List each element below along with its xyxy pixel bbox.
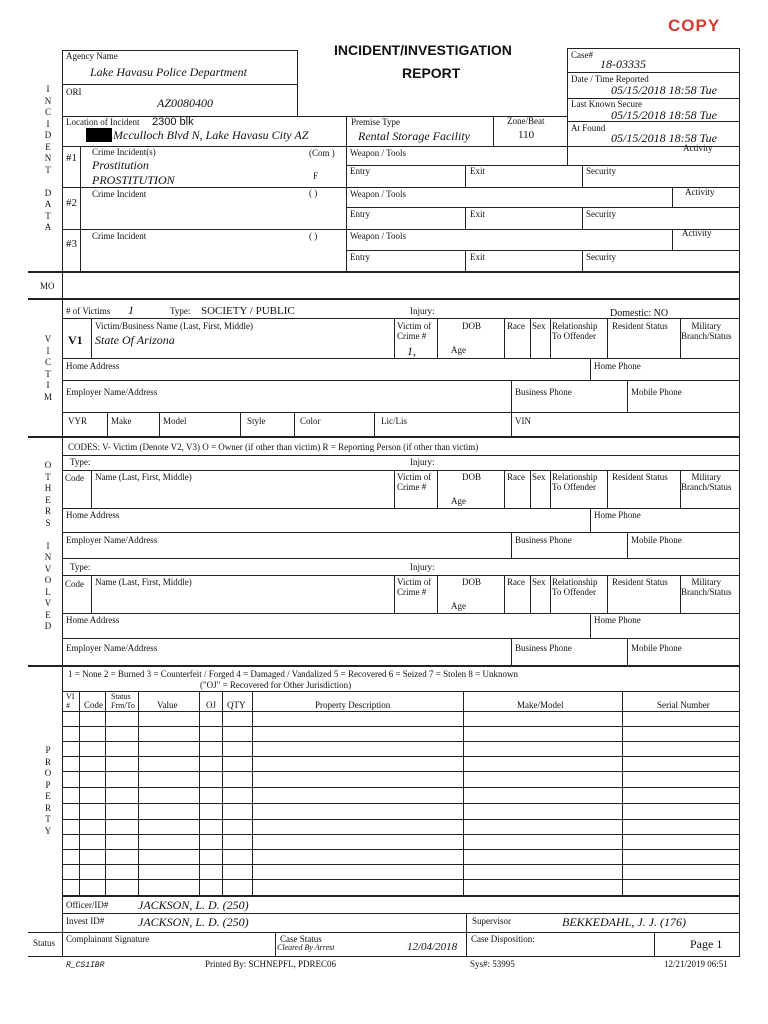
crime-2-label: Crime Incident xyxy=(92,189,147,199)
victim-name: State Of Arizona xyxy=(95,333,175,347)
printed-by: Printed By: SCHNEPFL, PDREC06 xyxy=(205,959,337,969)
crime-2-com: ( ) xyxy=(309,188,318,198)
location-block: 2300 blk xyxy=(152,116,194,128)
crime-2-weapon-label: Weapon / Tools xyxy=(350,189,406,199)
victim-type-label: Type: xyxy=(170,306,191,316)
other-2-dob-label: DOB xyxy=(462,577,482,587)
crime-2-exit-label: Exit xyxy=(470,209,485,219)
vehicle-year-label: VYR xyxy=(68,416,88,426)
other-2-code-label: Code xyxy=(65,579,84,589)
other-1-name-label: Name (Last, First, Middle) xyxy=(95,472,192,482)
other-2-business-phone-label: Business Phone xyxy=(515,643,572,653)
other-1-military-label: Military Branch/Status xyxy=(681,472,732,492)
other-1-type-label: Type: xyxy=(70,457,91,467)
crime-3-exit-label: Exit xyxy=(470,252,485,262)
property-col-description: Property Description xyxy=(315,700,391,710)
crime-3-number: #3 xyxy=(66,238,77,250)
officer-name: JACKSON, L. D. (250) xyxy=(138,898,249,912)
other-2-military-label: Military Branch/Status xyxy=(681,577,732,597)
zone-label: Zone/Beat xyxy=(507,116,545,126)
crime-1-description: Prostitution xyxy=(92,158,149,172)
other-2-victim-of-label: Victim of Crime # xyxy=(397,577,432,597)
others-involved-side-label: O T H E R S I N V O L V E D xyxy=(44,460,52,631)
victim-employer-label: Employer Name/Address xyxy=(66,387,158,397)
agency-label: Agency Name xyxy=(66,51,118,61)
other-1-dob-label: DOB xyxy=(462,472,482,482)
crime-2-number: #2 xyxy=(66,197,77,209)
domestic-status: Domestic: NO xyxy=(610,308,669,319)
invest-label: Invest ID# xyxy=(66,916,105,926)
other-2-employer-label: Employer Name/Address xyxy=(66,643,158,653)
vehicle-color-label: Color xyxy=(300,416,321,426)
property-col-vi: VI # xyxy=(66,692,75,710)
crime-1-weapon-label: Weapon / Tools xyxy=(350,148,406,158)
crime-3-label: Crime Incident xyxy=(92,231,147,241)
report-title: INCIDENT/INVESTIGATION xyxy=(334,42,512,58)
other-1-home-phone-label: Home Phone xyxy=(594,510,641,520)
victim-of-crime-label: Victim of Crime # xyxy=(397,321,432,341)
victim-home-address-label: Home Address xyxy=(66,361,120,371)
case-number: 18-03335 xyxy=(600,57,646,71)
victim-count-label: # of Victims xyxy=(66,306,111,316)
location-address: Mcculloch Blvd N, Lake Havasu City AZ xyxy=(113,128,309,142)
other-2-sex-label: Sex xyxy=(532,577,546,587)
crime-1-com: (Com ) xyxy=(309,148,335,158)
victim-military-label: Military Branch/Status xyxy=(681,321,732,341)
victim-injury-label: Injury: xyxy=(410,306,435,316)
found-datetime: 05/15/2018 18:58 Tue xyxy=(611,131,718,145)
crime-3-security-label: Security xyxy=(586,252,616,262)
crime-3-activity-label: Activity xyxy=(682,228,712,238)
reported-label: Date / Time Reported xyxy=(571,74,649,84)
other-2-relationship-label: Relationship To Offender xyxy=(552,577,598,597)
victim-relationship-label: Relationship To Offender xyxy=(552,321,598,341)
crime-1-entry-label: Entry xyxy=(350,166,370,176)
crime-2-entry-label: Entry xyxy=(350,209,370,219)
property-col-serial: Serial Number xyxy=(657,700,710,710)
vehicle-vin-label: VIN xyxy=(515,416,531,426)
copy-stamp: COPY xyxy=(668,16,721,35)
case-label: Case# xyxy=(571,50,593,60)
victim-resident-label: Resident Status xyxy=(612,321,668,331)
secure-label: Last Known Secure xyxy=(571,99,642,109)
crime-2-activity-label: Activity xyxy=(685,187,715,197)
case-disposition-label: Case Disposition: xyxy=(471,934,535,944)
incident-data-side-label: I N C I D E N T D A T A xyxy=(44,84,52,232)
vehicle-make-label: Make xyxy=(111,416,132,426)
other-1-sex-label: Sex xyxy=(532,472,546,482)
property-col-qty: QTY xyxy=(227,700,246,710)
victim-mobile-phone-label: Mobile Phone xyxy=(631,387,682,397)
premise-label: Premise Type xyxy=(351,117,400,127)
property-col-oj: OJ xyxy=(206,700,217,710)
victim-race-label: Race xyxy=(507,321,525,331)
crime-1-security-label: Security xyxy=(586,166,616,176)
officer-label: Officer/ID# xyxy=(66,900,109,910)
agency-name: Lake Havasu Police Department xyxy=(90,65,247,79)
other-1-business-phone-label: Business Phone xyxy=(515,535,572,545)
crime-3-com: ( ) xyxy=(309,231,318,241)
others-codes-legend: CODES: V- Victim (Denote V2, V3) O = Owner (if other than victim) R = Reporting Person (if other than victim) xyxy=(68,442,479,452)
ori-value: AZ0080400 xyxy=(157,96,214,110)
victim-side-label: V I C T I M xyxy=(43,334,52,402)
crime-1-activity-label: Activity xyxy=(683,143,713,153)
victim-crime-number: 1, xyxy=(407,344,416,358)
form-id: R_CS1IBR xyxy=(66,961,105,970)
victim-number: V1 xyxy=(68,333,83,347)
other-2-race-label: Race xyxy=(507,577,525,587)
case-status-date: 12/04/2018 xyxy=(407,941,458,953)
mo-label: MO xyxy=(40,281,55,291)
crime-2-security-label: Security xyxy=(586,209,616,219)
other-1-injury-label: Injury: xyxy=(410,457,435,467)
victim-sex-label: Sex xyxy=(532,321,546,331)
other-2-age-label: Age xyxy=(451,601,466,611)
report-title-line2: REPORT xyxy=(402,65,461,81)
victim-count: 1 xyxy=(128,303,134,317)
zone-value: 110 xyxy=(518,129,535,141)
supervisor-label: Supervisor xyxy=(472,916,511,926)
other-1-relationship-label: Relationship To Offender xyxy=(552,472,598,492)
property-col-value: Value xyxy=(157,700,178,710)
other-2-home-phone-label: Home Phone xyxy=(594,615,641,625)
secure-datetime: 05/15/2018 18:58 Tue xyxy=(611,108,718,122)
crime-1-code: PROSTITUTION xyxy=(92,173,175,187)
ori-label: ORI xyxy=(66,87,82,97)
other-2-resident-label: Resident Status xyxy=(612,577,668,587)
crime-1-label: Crime Incident(s) xyxy=(92,147,156,157)
crime-1-flag: F xyxy=(313,171,319,181)
page-number: Page 1 xyxy=(690,937,723,951)
other-2-type-label: Type: xyxy=(70,562,91,572)
property-col-make-model: Make/Model xyxy=(517,700,564,710)
other-1-age-label: Age xyxy=(451,496,466,506)
other-2-injury-label: Injury: xyxy=(410,562,435,572)
victim-type: SOCIETY / PUBLIC xyxy=(201,305,295,317)
invest-name: JACKSON, L. D. (250) xyxy=(138,915,249,929)
vehicle-lic-label: Lic/Lis xyxy=(381,416,407,426)
premise-type: Rental Storage Facility xyxy=(358,129,470,143)
other-2-mobile-phone-label: Mobile Phone xyxy=(631,643,682,653)
complainant-signature-label: Complainant Signature xyxy=(66,934,150,944)
victim-dob-label: DOB xyxy=(462,321,482,331)
crime-3-entry-label: Entry xyxy=(350,252,370,262)
victim-age-label: Age xyxy=(451,345,466,355)
victim-home-phone-label: Home Phone xyxy=(594,361,641,371)
crime-1-number: #1 xyxy=(66,152,77,164)
property-side-label: P R O P E R T Y xyxy=(44,745,52,836)
property-col-status: Status Frm/To xyxy=(111,692,135,710)
status-label: Status xyxy=(33,938,56,948)
crime-1-exit-label: Exit xyxy=(470,166,485,176)
property-col-code: Code xyxy=(84,700,103,710)
case-status-label: Case Status xyxy=(280,934,322,944)
other-1-race-label: Race xyxy=(507,472,525,482)
victim-name-label: Victim/Business Name (Last, First, Middle) xyxy=(95,321,253,331)
redaction-bar xyxy=(86,128,112,142)
other-2-name-label: Name (Last, First, Middle) xyxy=(95,577,192,587)
other-1-employer-label: Employer Name/Address xyxy=(66,535,158,545)
location-label: Location of Incident xyxy=(66,117,140,127)
vehicle-model-label: Model xyxy=(163,416,187,426)
reported-datetime: 05/15/2018 18:58 Tue xyxy=(611,83,718,97)
other-1-mobile-phone-label: Mobile Phone xyxy=(631,535,682,545)
print-date: 12/21/2019 06:51 xyxy=(664,959,728,969)
found-label: At Found xyxy=(571,123,606,133)
other-1-code-label: Code xyxy=(65,473,84,483)
other-1-resident-label: Resident Status xyxy=(612,472,668,482)
vehicle-style-label: Style xyxy=(247,416,266,426)
victim-business-phone-label: Business Phone xyxy=(515,387,572,397)
supervisor-name: BEKKEDAHL, J. J. (176) xyxy=(562,915,686,929)
other-1-victim-of-label: Victim of Crime # xyxy=(397,472,432,492)
case-status-value: Cleared By Arrest xyxy=(277,943,335,952)
other-1-home-address-label: Home Address xyxy=(66,510,120,520)
property-codes-line1: 1 = None 2 = Burned 3 = Counterfeit / Forged 4 = Damaged / Vandalized 5 = Recovered 6 = Seized 7 = Stolen 8 = Unknown xyxy=(68,669,518,679)
crime-3-weapon-label: Weapon / Tools xyxy=(350,231,406,241)
system-number: Sys#: 53995 xyxy=(470,959,515,969)
property-codes-line2: ("OJ" = Recovered for Other Jurisdiction) xyxy=(200,680,352,690)
other-2-home-address-label: Home Address xyxy=(66,615,120,625)
